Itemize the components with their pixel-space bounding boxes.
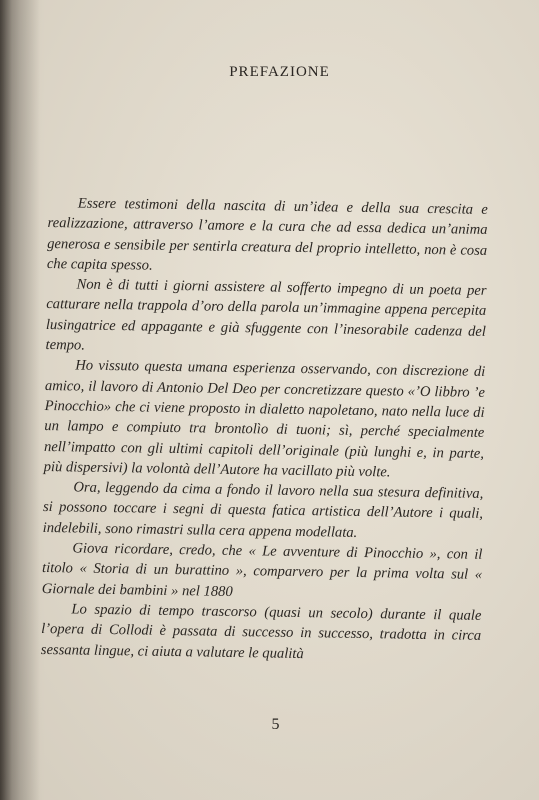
paragraph-1: Essere testimoni della nascita di un’idea e della sua crescita e realizzazione, attraverso l’amore e la cura che ad essa dedica un’anima generosa e sensibile per sentirla creatura del proprio intelletto, non è cosa che capita spesso. — [46, 195, 488, 274]
paragraph-6: Lo spazio di tempo trascorso (quasi un secolo) durante il quale l’opera di Collodi è passata di successo in successo, tradotta in circa sessanta lingue, ci aiuta a valutare le qualità — [40, 601, 482, 662]
paragraph-2: Non è di tutti i giorni assistere al sofferto impegno di un poeta per catturare nella trappola d’oro della parola un’immagine appena percepita lusingatrice ed appagante e già sfuggente con l’inesorabile cadenza del tempo. — [45, 276, 487, 354]
paragraph-4: Ora, leggendo da cima a fondo il lavoro nella sua stesura definitiva, si possono toccare i segni di questa fatica artistica dell’Autore i quali, indelebili, sono rimastri sulla cera appena modellata. — [42, 479, 484, 541]
spine-shadow — [0, 0, 40, 800]
page-title: PREFAZIONE — [229, 64, 330, 80]
preface-body — [41, 193, 488, 667]
page-number: 5 — [271, 716, 280, 733]
paragraph-5: Giova ricordare, credo, che « Le avventure di Pinocchio », con il titolo « Storia di un burattino », comparvero per la prima volta sul « Giornale dei bambini » nel 1880 — [41, 540, 483, 600]
paragraph-3: Ho vissuto questa umana esperienza osservando, con discrezione di amico, il lavoro di Antonio Del Deo per concretizzare questo «’O libbro ’e Pinocchio» che ci viene proposto in dialetto napoletano, nato nella luce di un lampo e compiuto tra brontolìo di tuoni; sì, perché specialmente nell’impatto con gli ultimi capitoli dell’originale (più lunghi e, in parte, più dispersivi) la volontà dell’Autore ha vacillato più volte. — [43, 357, 486, 481]
